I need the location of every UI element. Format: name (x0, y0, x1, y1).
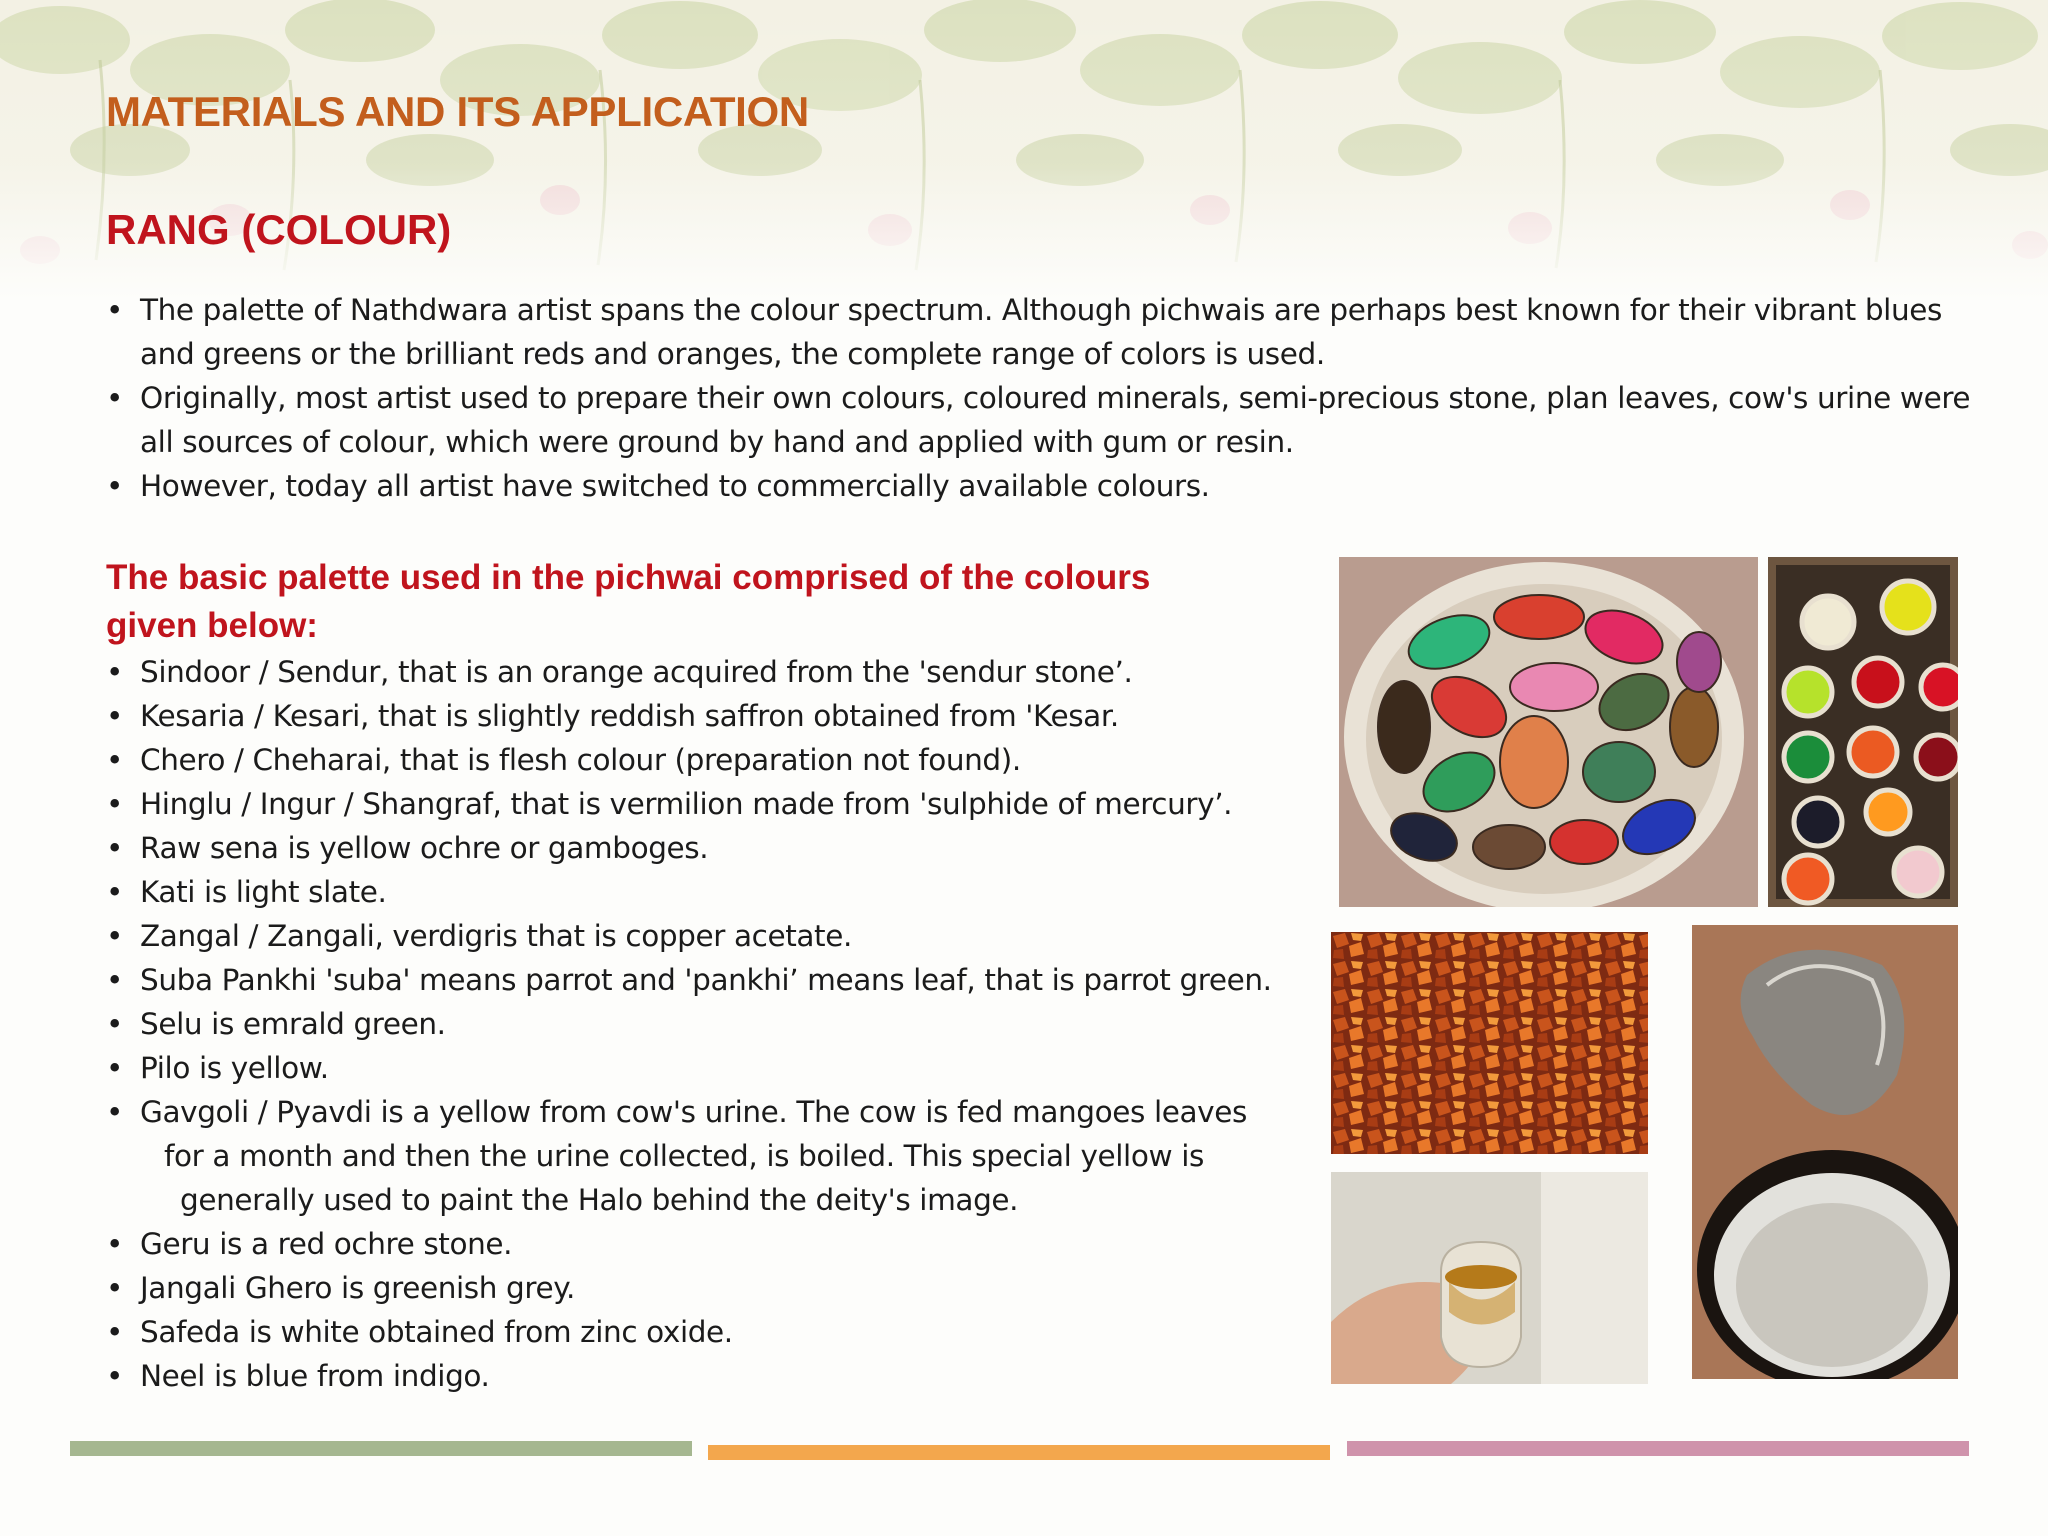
section-heading: RANG (COLOUR) (106, 206, 452, 253)
lotus-background-art (0, 0, 2048, 300)
intro-bullet-list (106, 288, 1986, 508)
list-item: • Safeda is white obtained from zinc oxide. (106, 1310, 1346, 1354)
list-item: • However, today all artist have switched to commercially available colours. (106, 464, 1986, 508)
list-item: • Neel is blue from indigo. (106, 1354, 1346, 1398)
palette-heading: The basic palette used in the pichwai comprised of the colours given below: (106, 558, 1151, 645)
list-item: • Selu is emrald green. (106, 1002, 1346, 1046)
list-item: • Suba Pankhi 'suba' means parrot and 'pankhi’ means leaf, that is parrot green. (106, 958, 1346, 1002)
zinc-oxide-lump-bowl-photo (1692, 925, 1958, 1379)
list-item: • Sindoor / Sendur, that is an orange acquired from the 'sendur stone’. (106, 650, 1346, 694)
slide-title: MATERIALS AND ITS APPLICATION (106, 88, 809, 135)
gavgoli-line-3: generally used to paint the Halo behind the deity's image. (180, 1183, 1019, 1217)
paint-bowls-box-photo (1768, 557, 1958, 907)
pigment-shells-plate-photo (1339, 557, 1758, 907)
gavgoli-line-1: Gavgoli / Pyavdi is a yellow from cow's urine. The cow is fed mangoes leaves (140, 1095, 1247, 1129)
list-item: • Raw sena is yellow ochre or gamboges. (106, 826, 1346, 870)
list-item: • Hinglu / Ingur / Shangraf, that is vermilion made from 'sulphide of mercury’. (106, 782, 1346, 826)
list-item: • Originally, most artist used to prepare their own colours, coloured minerals, semi-precious stone, plan leaves, cow's urine were all sources of colour, which were ground by hand and applied with gum or resin. (106, 376, 1986, 464)
gum-resin-crystals-photo (1331, 932, 1648, 1154)
footer-bar-pink (1347, 1441, 1969, 1456)
list-item: • Jangali Ghero is greenish grey. (106, 1266, 1346, 1310)
cow-urine-yellow-pot-photo (1331, 1172, 1648, 1384)
list-item: • Zangal / Zangali, verdigris that is copper acetate. (106, 914, 1346, 958)
list-item: • Chero / Cheharai, that is flesh colour (preparation not found). (106, 738, 1346, 782)
list-item: • Kati is light slate. (106, 870, 1346, 914)
list-item: • Pilo is yellow. (106, 1046, 1346, 1090)
list-item: • Geru is a red ochre stone. (106, 1222, 1346, 1266)
footer-bar-orange (708, 1445, 1330, 1460)
footer-bar-green (70, 1441, 692, 1456)
list-item: • Kesaria / Kesari, that is slightly reddish saffron obtained from 'Kesar. (106, 694, 1346, 738)
gavgoli-line-2: for a month and then the urine collected, is boiled. This special yellow is (164, 1139, 1204, 1173)
list-item-gavgoli (106, 1090, 1346, 1222)
list-item: • The palette of Nathdwara artist spans the colour spectrum. Although pichwais are perhaps best known for their vibrant blues and greens or the brilliant reds and oranges, the complete range of colors is used. (106, 288, 1986, 376)
colour-palette-list (106, 650, 1346, 1398)
